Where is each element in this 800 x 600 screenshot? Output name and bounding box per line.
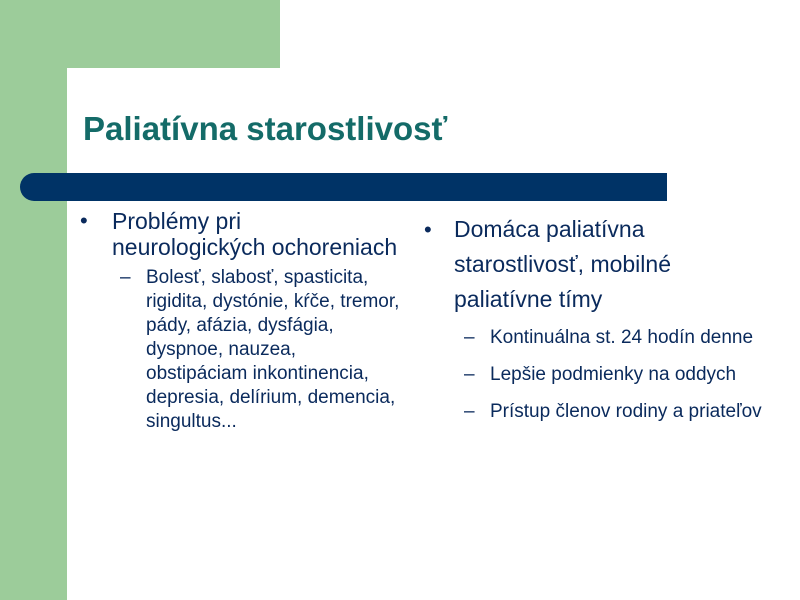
sub-bullet-item xyxy=(464,360,764,389)
bullet-item xyxy=(80,208,400,260)
left-column xyxy=(80,208,400,434)
dash-icon: – xyxy=(464,401,475,422)
sub-bullet-text: Bolesť, slabosť, spasticita, rigidita, dystónie, kŕče, tremor, pády, afázia, dysfágia, dyspnoe, nauzea, obstipáciam inkontinencia, depresia, delírium, demencia, singultus... xyxy=(146,267,400,432)
slide-title: Paliatívna starostlivosť xyxy=(83,110,448,147)
bullet-text: Domáca paliatívna starostlivosť, mobilné paliatívne tímy xyxy=(454,216,671,312)
sub-bullet-item xyxy=(464,397,764,426)
bullet-dot-icon: • xyxy=(80,208,88,233)
sub-bullet-text: Kontinuálna st. 24 hodín denne xyxy=(490,327,754,348)
sub-bullet-text: Prístup členov rodiny a priateľov xyxy=(490,401,762,422)
bullet-item xyxy=(424,212,764,317)
sub-bullet-text: Lepšie podmienky na oddych xyxy=(490,364,737,385)
dash-icon: – xyxy=(464,327,475,348)
dash-icon: – xyxy=(120,267,131,288)
bullet-text: Problémy pri neurologických ochoreniach xyxy=(112,208,398,260)
title-underline-bar xyxy=(20,173,667,201)
sub-bullet-item xyxy=(464,323,764,352)
right-column xyxy=(424,212,764,434)
sub-bullet-list xyxy=(464,323,764,426)
sub-bullet-item xyxy=(120,266,400,434)
dash-icon: – xyxy=(464,364,475,385)
sub-bullet-list xyxy=(120,266,400,434)
bullet-dot-icon: • xyxy=(424,217,432,242)
decorative-green-band-side xyxy=(0,0,67,600)
